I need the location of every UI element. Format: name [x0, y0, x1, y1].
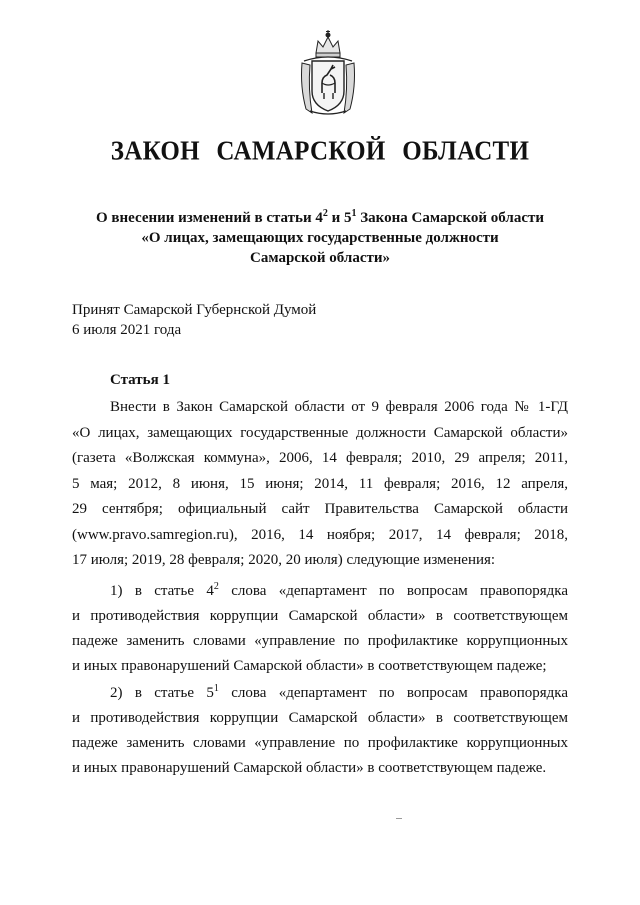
subject-line-2: «О лицах, замещающих государственные должности	[141, 230, 499, 246]
item-1-sup: 2	[213, 581, 219, 592]
article-intro-paragraph	[72, 395, 568, 574]
subject-sup-b: 1	[351, 208, 357, 219]
item-1-post: слова «департамент по вопросам правопорядка	[218, 583, 569, 599]
intro-line: (www.pravo.samregion.ru), 2016, 14 ноября; 2017, 14 февраля; 2018,	[72, 526, 568, 543]
intro-line: 17 июля; 2019, 28 февраля; 2020, 20 июля) следующие изменения:	[72, 552, 496, 568]
item-1-line: падеже заменить словами «управление по профилактике коррупционных	[72, 633, 568, 649]
item-2-post: слова «департамент по вопросам правопорядка	[218, 685, 569, 701]
item-1-first-line	[72, 579, 568, 604]
law-title: ЗАКОН САМАРСКОЙ ОБЛАСТИ	[110, 136, 530, 167]
item-2-sup: 1	[213, 683, 219, 694]
item-2-line: падеже заменить словами «управление по профилактике коррупционных	[72, 735, 568, 751]
intro-line: (газета «Волжская коммуна», 2006, 14 февраля; 2010, 29 апреля; 2011,	[72, 450, 568, 466]
subject-sup-a: 2	[322, 208, 328, 219]
intro-line: 5 мая; 2012, 8 июня, 15 июня; 2014, 11 февраля; 2016, 12 апреля,	[72, 475, 568, 492]
item-2-line: и противодействия коррупции Самарской области» в соответствующем	[72, 710, 568, 726]
adoption-line-2: 6 июля 2021 года	[72, 322, 182, 338]
samara-coat-of-arms-emblem	[296, 27, 360, 117]
adoption-line-1: Принят Самарской Губернской Думой	[72, 302, 317, 318]
subject-line-1-mid: и 5	[327, 210, 352, 226]
intro-line: Внести в Закон Самарской области от 9 февраля 2006 года № 1-ГД	[110, 399, 568, 415]
article-heading: Статья 1	[110, 372, 170, 388]
scan-mark	[396, 818, 402, 819]
item-2-pre: 2) в статье 5	[110, 685, 214, 701]
item-2-first-line	[72, 681, 568, 706]
item-1-line: и противодействия коррупции Самарской области» в соответствующем	[72, 608, 568, 624]
amendment-item-2	[72, 681, 568, 781]
item-2-line: и иных правонарушений Самарской области» в соответствующем падеже.	[72, 760, 547, 776]
subject-line-1-post: Закона Самарской области	[356, 210, 544, 226]
intro-line: 29 сентября; официальный сайт Правительства Самарской области	[72, 501, 568, 517]
subject-line-3: Самарской области»	[250, 250, 390, 266]
law-subject	[60, 208, 580, 268]
item-1-pre: 1) в статье 4	[110, 583, 214, 599]
intro-line: «О лицах, замещающих государственные должности Самарской области»	[72, 424, 568, 441]
item-1-line: и иных правонарушений Самарской области» в соответствующем падеже;	[72, 658, 547, 674]
subject-line-1-pre: О внесении изменений в статьи 4	[95, 210, 323, 226]
amendment-item-1	[72, 579, 568, 679]
subject-line-1	[60, 208, 580, 228]
adoption-info	[72, 300, 316, 340]
